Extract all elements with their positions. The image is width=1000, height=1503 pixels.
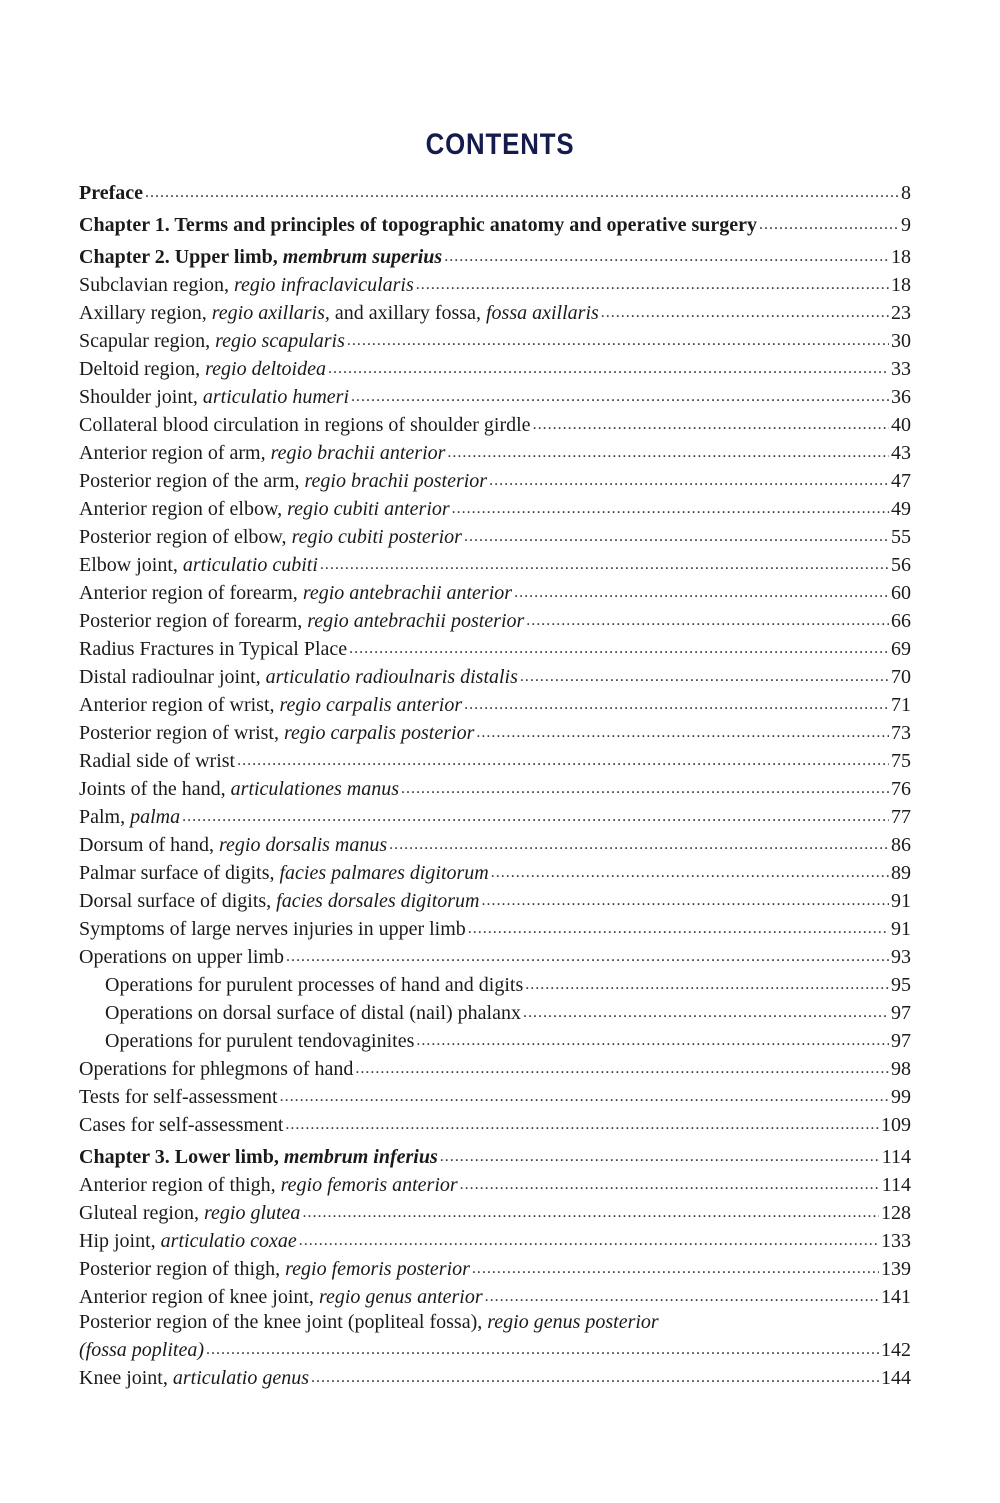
toc-page-number: 109 <box>881 1114 911 1136</box>
toc-entry-text: Elbow joint, <box>79 554 183 576</box>
toc-entry-label <box>79 1202 300 1224</box>
toc-page-number: 133 <box>881 1230 911 1252</box>
dot-leader <box>489 470 889 492</box>
toc-entry-label <box>79 246 442 268</box>
toc-page-number: 114 <box>881 1146 911 1168</box>
toc-entry-latin-term: regio antebrachii posterior <box>307 610 525 632</box>
dot-leader <box>280 1086 889 1108</box>
toc-page-number: 33 <box>891 358 911 380</box>
toc-entry-label <box>79 214 757 236</box>
toc-page-number: 97 <box>891 1030 911 1052</box>
toc-entry-text: Posterior region of forearm, <box>79 610 308 632</box>
toc-entry-text: Preface <box>79 182 144 204</box>
toc-entry-latin-term: (fossa poplitea) <box>79 1339 204 1361</box>
toc-entry-label <box>79 582 512 604</box>
toc-entry-text: Knee joint, <box>79 1367 173 1389</box>
dot-leader <box>299 1230 879 1252</box>
toc-entry[interactable] <box>79 1308 911 1333</box>
toc-entry[interactable] <box>79 352 911 380</box>
toc-entry-label <box>79 722 474 744</box>
toc-page-number: 47 <box>891 470 911 492</box>
dot-leader <box>523 1002 889 1024</box>
toc-entry-label <box>79 1258 470 1280</box>
dot-leader <box>464 526 889 548</box>
toc-entry[interactable] <box>79 856 911 884</box>
toc-entry-text: Posterior region of wrist, <box>79 722 284 744</box>
toc-page-number: 99 <box>891 1086 911 1108</box>
toc-page-number: 18 <box>891 274 911 296</box>
toc-entry[interactable] <box>79 800 911 828</box>
toc-entry[interactable] <box>79 1052 911 1080</box>
toc-entry-latin-term: facies palmares digitorum <box>279 862 489 884</box>
toc-entry[interactable] <box>79 1080 911 1108</box>
toc-chapter-entry[interactable] <box>79 208 911 236</box>
toc-entry-label <box>79 1367 309 1389</box>
toc-entry[interactable] <box>79 632 911 660</box>
toc-entry-text: Axillary region, <box>79 302 212 324</box>
toc-entry-label <box>79 1086 278 1108</box>
toc-page-number: 66 <box>891 610 911 632</box>
toc-page-number: 91 <box>891 918 911 940</box>
toc-page-number: 49 <box>891 498 911 520</box>
toc-entry-text: Radial side of wrist <box>79 750 236 772</box>
toc-entry-label <box>79 1339 204 1361</box>
toc-entry-label <box>79 862 489 884</box>
dot-leader <box>444 246 889 268</box>
toc-entry[interactable] <box>79 436 911 464</box>
toc-entry-label <box>79 526 462 548</box>
toc-entry-text: Deltoid region, <box>79 358 206 380</box>
toc-entry-text: Anterior region of arm, <box>79 442 271 464</box>
toc-entry-label <box>79 778 399 800</box>
toc-entry[interactable] <box>79 1280 911 1308</box>
toc-entry-label <box>79 806 180 828</box>
toc-entry-label <box>79 694 462 716</box>
toc-entry-latin-term: regio dorsalis manus <box>218 834 388 856</box>
toc-page-number: 144 <box>881 1367 911 1389</box>
dot-leader <box>440 1146 880 1168</box>
toc-entry[interactable] <box>79 492 911 520</box>
toc-page-number: 114 <box>881 1174 911 1196</box>
toc-entry-latin-term: palma <box>130 806 181 828</box>
toc-entry-label <box>79 1114 283 1136</box>
toc-entry[interactable] <box>79 772 911 800</box>
toc-entry-text: Cases for self-assessment <box>79 1114 284 1136</box>
dot-leader <box>526 610 889 632</box>
toc-entry-text: Tests for self-assessment <box>79 1086 278 1108</box>
dot-leader <box>491 862 889 884</box>
toc-entry[interactable] <box>79 576 911 604</box>
toc-entry-text: Symptoms of large nerves injuries in upper limb <box>79 918 466 940</box>
toc-entry-label <box>79 274 414 296</box>
dot-leader <box>311 1367 879 1389</box>
toc-page-number: 89 <box>891 862 911 884</box>
toc-entry-label <box>79 610 524 632</box>
toc-page-number: 43 <box>891 442 911 464</box>
toc-entry[interactable] <box>79 1333 911 1361</box>
toc-entry-text: Operations for purulent processes of hand and digits <box>105 974 524 996</box>
dot-leader <box>416 1030 889 1052</box>
toc-entry-label <box>79 414 531 436</box>
toc-entry-latin-term: membrum inferius <box>283 1146 438 1168</box>
toc-entry-text: Operations for phlegmons of hand <box>79 1058 354 1080</box>
toc-entry-latin-term: regio carpalis posterior <box>283 722 475 744</box>
dot-leader <box>182 806 889 828</box>
toc-entry[interactable] <box>79 1196 911 1224</box>
toc-page-number: 69 <box>891 638 911 660</box>
toc-entry[interactable] <box>79 828 911 856</box>
toc-entry-latin-term: regio brachii posterior <box>304 470 488 492</box>
toc-entry-label <box>79 302 599 324</box>
toc-entry-text: Dorsum of hand, <box>79 834 219 856</box>
toc-entry[interactable] <box>79 884 911 912</box>
toc-page-number: 8 <box>901 182 911 204</box>
toc-entry-latin-term: articulatio radioulnaris distalis <box>265 666 518 688</box>
toc-entry-label <box>79 182 143 204</box>
toc-entry-text: Palmar surface of digits, <box>79 862 280 884</box>
toc-entry-latin-term: regio axillaris, <box>211 302 330 324</box>
toc-entry[interactable] <box>79 1361 911 1389</box>
toc-entry-latin-term: regio femoris posterior <box>285 1258 470 1280</box>
toc-page-number: 93 <box>891 946 911 968</box>
toc-entry-latin-term: regio genus posterior <box>487 1311 659 1333</box>
toc-entry-text: Shoulder joint, <box>79 386 203 408</box>
toc-entry[interactable] <box>79 716 911 744</box>
toc-entry-text: Posterior region of the knee joint (popliteal fossa), <box>79 1311 488 1333</box>
toc-entry-label <box>79 890 480 912</box>
dot-leader <box>464 694 889 716</box>
dot-leader <box>476 722 889 744</box>
toc-entry-latin-term: articulationes manus <box>230 778 399 800</box>
dot-leader <box>759 214 899 236</box>
toc-entry-text: Chapter 3. Lower limb, <box>79 1146 284 1168</box>
dot-leader <box>389 834 889 856</box>
toc-entry-latin-term: articulatio cubiti <box>182 554 318 576</box>
toc-page-number: 56 <box>891 554 911 576</box>
toc-page-number: 76 <box>891 778 911 800</box>
toc-entry[interactable] <box>79 1224 911 1252</box>
toc-entry[interactable] <box>79 1024 911 1052</box>
toc-entry[interactable] <box>79 380 911 408</box>
toc-chapter-entry[interactable] <box>79 240 911 268</box>
toc-entry[interactable] <box>79 660 911 688</box>
toc-entry-label <box>79 638 347 660</box>
dot-leader <box>206 1339 879 1361</box>
toc-entry-label <box>79 1146 438 1168</box>
toc-page-number: 36 <box>891 386 911 408</box>
dot-leader <box>355 1058 889 1080</box>
toc-entry-text: Gluteal region, <box>79 1202 204 1224</box>
toc-page-number: 128 <box>881 1202 911 1224</box>
toc-entry[interactable] <box>79 912 911 940</box>
toc-entry-text: Posterior region of elbow, <box>79 526 292 548</box>
toc-entry-text: Radius Fractures in Typical Place <box>79 638 348 660</box>
toc-entry-text: Hip joint, <box>79 1230 161 1252</box>
toc-entry-latin-term: regio genus anterior <box>318 1286 483 1308</box>
toc-entry[interactable] <box>79 464 911 492</box>
toc-entry-label <box>79 386 349 408</box>
toc-entry-text: Chapter 2. Upper limb, <box>79 246 283 268</box>
toc-entry-label <box>79 358 326 380</box>
toc-page-number: 97 <box>891 1002 911 1024</box>
dot-leader <box>416 274 889 296</box>
toc-entry-latin-term: facies dorsales digitorum <box>276 890 480 912</box>
toc-entry-label <box>79 750 235 772</box>
toc-chapter-entry[interactable] <box>79 176 911 204</box>
toc-entry-label <box>79 1286 483 1308</box>
toc-entry-text: Operations on upper limb <box>79 946 284 968</box>
dot-leader <box>447 442 889 464</box>
toc-entry-text: Dorsal surface of digits, <box>79 890 277 912</box>
toc-entry-text: Posterior region of the arm, <box>79 470 305 492</box>
toc-entry-text: Chapter 1. Terms and principles of topographic anatomy and operative surgery <box>79 214 757 236</box>
toc-entry-latin-term: regio femoris anterior <box>280 1174 458 1196</box>
toc-entry-label <box>79 1058 353 1080</box>
dot-leader <box>320 554 889 576</box>
toc-entry-latin-term: regio cubiti posterior <box>291 526 462 548</box>
toc-entry-label <box>79 1174 458 1196</box>
toc-entry-text: Collateral blood circulation in regions of shoulder girdle <box>79 414 531 436</box>
dot-leader <box>520 666 889 688</box>
toc-entry[interactable] <box>79 968 911 996</box>
toc-entry-label <box>79 666 518 688</box>
toc-entry[interactable] <box>79 1252 911 1280</box>
dot-leader <box>302 1202 879 1224</box>
toc-entry-latin-term: regio antebrachii anterior <box>302 582 513 604</box>
dot-leader <box>533 414 889 436</box>
toc-entry-text: Operations on dorsal surface of distal (nail) phalanx <box>105 1002 521 1024</box>
toc-page-number: 91 <box>891 890 911 912</box>
toc-entry-latin-term: fossa axillaris <box>485 302 599 324</box>
toc-entry-label <box>79 554 318 576</box>
toc-entry-label <box>79 442 445 464</box>
toc-entry-label <box>79 946 284 968</box>
toc-entry-latin-term: regio carpalis anterior <box>279 694 463 716</box>
toc-entry-latin-term: articulatio humeri <box>202 386 349 408</box>
toc-entry[interactable] <box>79 604 911 632</box>
toc-entry-latin-term: regio cubiti anterior <box>287 498 450 520</box>
toc-entry-label <box>79 498 450 520</box>
toc-entry-label <box>79 470 487 492</box>
toc-entry[interactable] <box>79 1168 911 1196</box>
toc-entry-text: Anterior region of forearm, <box>79 582 303 604</box>
toc-entry-latin-term: regio scapularis <box>215 330 345 352</box>
dot-leader <box>601 302 889 324</box>
toc-entry[interactable] <box>79 1108 911 1136</box>
toc-page-number: 55 <box>891 526 911 548</box>
toc-entry-text: Joints of the hand, <box>79 778 231 800</box>
toc-entry[interactable] <box>79 324 911 352</box>
toc-page-number: 142 <box>881 1339 911 1361</box>
toc-entry-text: Distal radioulnar joint, <box>79 666 266 688</box>
toc-page-number: 75 <box>891 750 911 772</box>
toc-entry[interactable] <box>79 744 911 772</box>
toc-entry-latin-term: regio infraclavicularis <box>233 274 414 296</box>
toc-entry[interactable] <box>79 940 911 968</box>
toc-page-number: 86 <box>891 834 911 856</box>
toc-entry-label <box>79 1230 297 1252</box>
dot-leader <box>525 974 889 996</box>
toc-entry-text: Palm, <box>79 806 131 828</box>
toc-page-number: 77 <box>891 806 911 828</box>
toc-page-number: 70 <box>891 666 911 688</box>
toc-entry-text: Subclavian region, <box>79 274 234 296</box>
toc-page-number: 30 <box>891 330 911 352</box>
toc-entry-text: Anterior region of elbow, <box>79 498 288 520</box>
toc-page-number: 18 <box>891 246 911 268</box>
toc-entry[interactable] <box>79 408 911 436</box>
toc-entry-suffix: and axillary fossa, <box>329 302 486 324</box>
dot-leader <box>347 330 889 352</box>
toc-entry-label <box>79 330 345 352</box>
toc-entry[interactable] <box>79 996 911 1024</box>
toc-entry[interactable] <box>79 268 911 296</box>
toc-entry-label <box>79 1030 414 1052</box>
toc-page-number: 60 <box>891 582 911 604</box>
toc-entry-latin-term: membrum superius <box>282 246 443 268</box>
toc-entry-latin-term: regio brachii anterior <box>270 442 446 464</box>
toc-entry-text: Posterior region of thigh, <box>79 1258 286 1280</box>
dot-leader <box>514 582 889 604</box>
toc-entry-label <box>79 918 466 940</box>
toc-page-number: 71 <box>891 694 911 716</box>
toc-entry-text: Anterior region of knee joint, <box>79 1286 319 1308</box>
dot-leader <box>401 778 889 800</box>
toc-entry-text: Scapular region, <box>79 330 216 352</box>
toc-entry-latin-term: regio deltoidea <box>205 358 326 380</box>
toc-entry[interactable] <box>79 688 911 716</box>
dot-leader <box>460 1174 880 1196</box>
toc-entry[interactable] <box>79 296 911 324</box>
dot-leader <box>285 1114 879 1136</box>
toc-entry-text: Anterior region of thigh, <box>79 1174 281 1196</box>
toc-page-number: 23 <box>891 302 911 324</box>
toc-page-number: 98 <box>891 1058 911 1080</box>
dot-leader <box>472 1258 879 1280</box>
dot-leader <box>468 918 889 940</box>
toc-entry-latin-term: articulatio genus <box>172 1367 309 1389</box>
dot-leader <box>286 946 889 968</box>
toc-entry-label <box>79 1311 659 1333</box>
toc-entry-latin-term: articulatio coxae <box>160 1230 297 1252</box>
toc-entry-label <box>79 834 387 856</box>
toc-entry-latin-term: regio glutea <box>203 1202 301 1224</box>
toc-page-number: 141 <box>881 1286 911 1308</box>
dot-leader <box>145 182 899 204</box>
toc-entry-label <box>79 974 523 996</box>
toc-page-number: 139 <box>881 1258 911 1280</box>
toc-entry-text: Operations for purulent tendovaginites <box>105 1030 415 1052</box>
toc-page-number: 9 <box>901 214 911 236</box>
dot-leader <box>237 750 889 772</box>
toc-entry[interactable] <box>79 520 911 548</box>
page-title: CONTENTS <box>425 128 575 161</box>
toc-entry-text: Anterior region of wrist, <box>79 694 280 716</box>
dot-leader <box>349 638 889 660</box>
dot-leader <box>485 1286 879 1308</box>
toc-page-number: 95 <box>891 974 911 996</box>
dot-leader <box>482 890 889 912</box>
dot-leader <box>351 386 889 408</box>
toc-chapter-entry[interactable] <box>79 1140 911 1168</box>
toc-page-number: 73 <box>891 722 911 744</box>
dot-leader <box>452 498 889 520</box>
table-of-contents <box>79 176 911 1389</box>
dot-leader <box>328 358 889 380</box>
toc-entry-label <box>79 1002 521 1024</box>
toc-entry[interactable] <box>79 548 911 576</box>
toc-page-number: 40 <box>891 414 911 436</box>
